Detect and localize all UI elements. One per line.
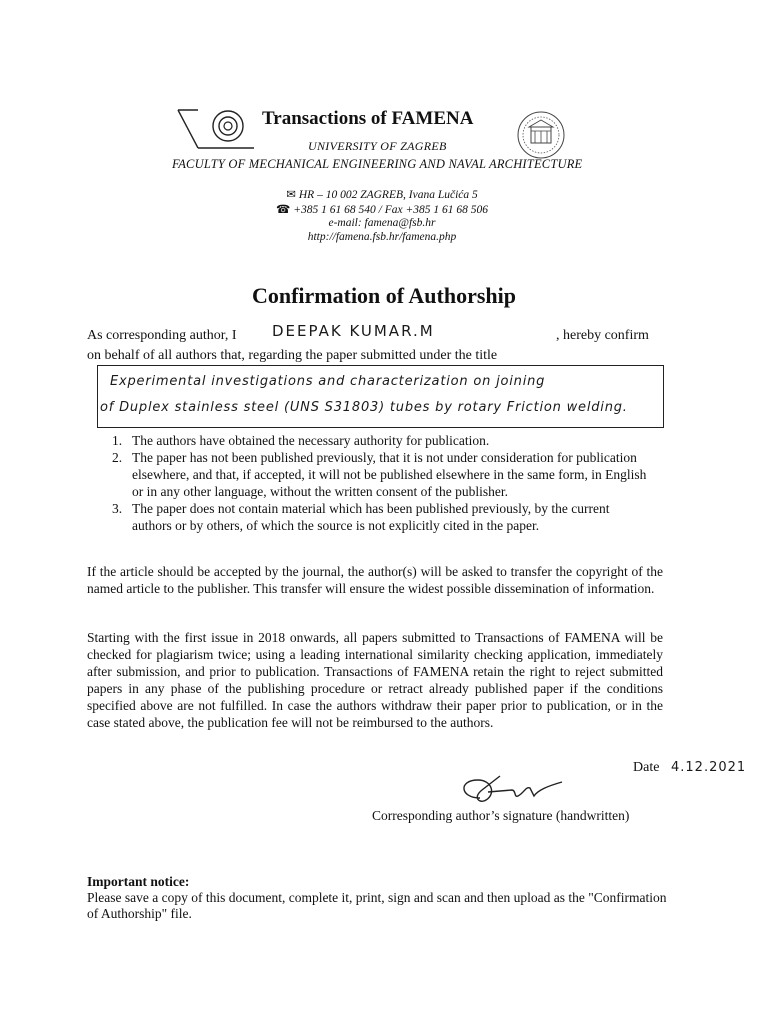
envelope-icon: ✉ [286, 189, 296, 201]
behalf-text: on behalf of all authors that, regarding the paper submitted under the title [87, 348, 498, 363]
author-name-field[interactable]: DEEPAK KUMAR.M [272, 322, 435, 340]
list-number: 3. [112, 501, 123, 516]
list-item [112, 432, 652, 449]
signature-label: Corresponding author’s signature (handwritten) [372, 808, 630, 823]
list-text: The paper has not been published previously, that it is not under consideration for publication elsewhere, and that, if accepted, it will not be published elsewhere in the same form, in English or in any other language, without the written consent of the publisher. [132, 450, 647, 499]
faculty-name: FACULTY OF MECHANICAL ENGINEERING AND NAVAL ARCHITECTURE [172, 157, 583, 171]
phone-icon: ☎ [275, 204, 291, 216]
handwritten-signature[interactable] [452, 768, 572, 808]
notice-heading: Important notice: [87, 874, 190, 889]
university-seal-icon [516, 110, 566, 160]
paper-title-line-1: Experimental investigations and characterization on joining [110, 374, 546, 389]
statements-list [112, 432, 652, 534]
website-line: http://famena.fsb.hr/famena.php [307, 231, 457, 243]
intro-text: As corresponding author, I [87, 328, 237, 343]
phone-line [222, 202, 542, 216]
notice-body: Please save a copy of this document, complete it, print, sign and scan and then upload as the "Confirmation of Authorship" file. [87, 890, 667, 921]
list-number: 1. [112, 433, 123, 448]
list-text: The paper does not contain material which has been published previously, by the current authors or by others, of which the source is not explicitly cited in the paper. [132, 501, 610, 533]
plagiarism-paragraph: Starting with the first issue in 2018 onwards, all papers submitted to Transactions of FAMENA will be checked for plagiarism twice; using a leading international similarity checking application, immediately after submission, and prior to publication. Transactions of FAMENA retain the right to reject submitted papers in any phase of the publishing procedure or retract already published paper if the conditions specified above are not fulfilled. In case the authors withdraw their paper prior to publication, or in the case stated above, the publication fee will not be reimbursed to the authors. [87, 630, 663, 730]
paper-title-line-2: of Duplex stainless steel (UNS S31803) tubes by rotary Friction welding. [100, 400, 628, 415]
date-label: Date [633, 760, 660, 775]
list-item [112, 500, 652, 534]
list-text: The authors have obtained the necessary authority for publication. [132, 433, 490, 448]
address-text: HR – 10 002 ZAGREB, Ivana Lučića 5 [298, 189, 478, 201]
copyright-paragraph: If the article should be accepted by the journal, the author(s) will be asked to transfer the copyright of the named article to the publisher. This transfer will ensure the widest possible dissemination of information. [87, 564, 663, 596]
list-item [112, 449, 652, 500]
date-field[interactable]: 4.12.2021 [671, 760, 747, 775]
university-name: UNIVERSITY OF ZAGREB [308, 139, 447, 153]
confirm-text: , hereby confirm [556, 328, 649, 343]
page-title: Confirmation of Authorship [251, 283, 517, 308]
list-number: 2. [112, 450, 123, 465]
famena-logo-icon [176, 104, 256, 152]
phone-text: +385 1 61 68 540 / Fax +385 1 61 68 506 [293, 204, 489, 216]
email-line: e-mail: famena@fsb.hr [328, 217, 436, 229]
journal-title: Transactions of FAMENA [262, 108, 474, 129]
address-line [222, 187, 542, 201]
